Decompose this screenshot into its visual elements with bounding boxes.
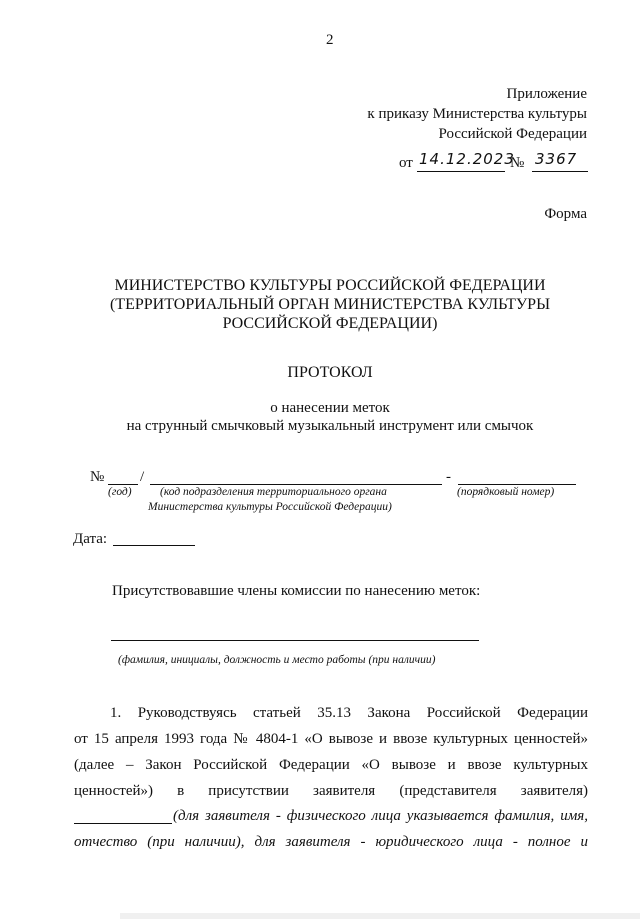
order-from-label: от: [399, 155, 413, 171]
sequence-caption: (порядковый номер): [457, 486, 555, 498]
paragraph-1-line-2: от 15 апреля 1993 года № 4804-1 «О вывозе и ввозе культурных ценностей»: [74, 731, 588, 747]
code-caption-1: (код подразделения территориального органа: [160, 486, 387, 498]
order-number: 3367: [535, 150, 578, 168]
appendix-line-1: Приложение: [506, 86, 587, 102]
protocol-subtitle-2: на струнный смычковый музыкальный инструмент или смычок: [126, 418, 534, 434]
page-number: 2: [326, 32, 334, 48]
year-caption: (год): [108, 486, 132, 498]
header-line-1: МИНИСТЕРСТВО КУЛЬТУРЫ РОССИЙСКОЙ ФЕДЕРАЦИИ: [114, 277, 546, 294]
paragraph-1-line-4: ценностей») в присутствии заявителя (представителя заявителя): [74, 783, 588, 799]
appendix-line-2: к приказу Министерства культуры: [367, 106, 587, 122]
paragraph-1-line-3: (далее – Закон Российской Федерации «О вывозе и ввозе культурных: [74, 757, 588, 773]
date-label: Дата:: [73, 531, 108, 547]
appendix-line-3: Российской Федерации: [438, 126, 587, 142]
order-date-underline: [417, 171, 505, 172]
order-date: 14.12.2023: [419, 150, 515, 168]
header-line-2: (ТЕРРИТОРИАЛЬНЫЙ ОРГАН МИНИСТЕРСТВА КУЛЬТУРЫ: [109, 296, 551, 313]
form-label: Форма: [544, 206, 587, 222]
members-field-line: [111, 640, 479, 641]
number-dash: -: [446, 469, 451, 485]
date-field-line: [113, 545, 195, 546]
number-slash: /: [140, 469, 145, 485]
order-number-underline: [532, 171, 588, 172]
paragraph-1-line-1: 1. Руководствуясь статьей 35.13 Закона Российской Федерации: [110, 705, 588, 721]
protocol-number-label: №: [90, 469, 105, 485]
applicant-field-line: [74, 823, 172, 824]
bottom-scan-edge: [120, 913, 640, 919]
paragraph-1-line-6: отчество (при наличии), для заявителя - юридического лица - полное и: [74, 834, 588, 850]
order-number-label: №: [510, 155, 525, 171]
paragraph-1-line-5: (для заявителя - физического лица указывается фамилия, имя,: [173, 808, 588, 824]
protocol-subtitle-1: о нанесении меток: [270, 400, 390, 416]
code-caption-2: Министерства культуры Российской Федерации): [148, 501, 392, 513]
protocol-title: ПРОТОКОЛ: [287, 364, 373, 381]
members-title: Присутствовавшие члены комиссии по нанесению меток:: [112, 583, 481, 599]
header-line-3: РОССИЙСКОЙ ФЕДЕРАЦИИ): [222, 315, 438, 332]
members-caption: (фамилия, инициалы, должность и место работы (при наличии): [118, 654, 436, 666]
